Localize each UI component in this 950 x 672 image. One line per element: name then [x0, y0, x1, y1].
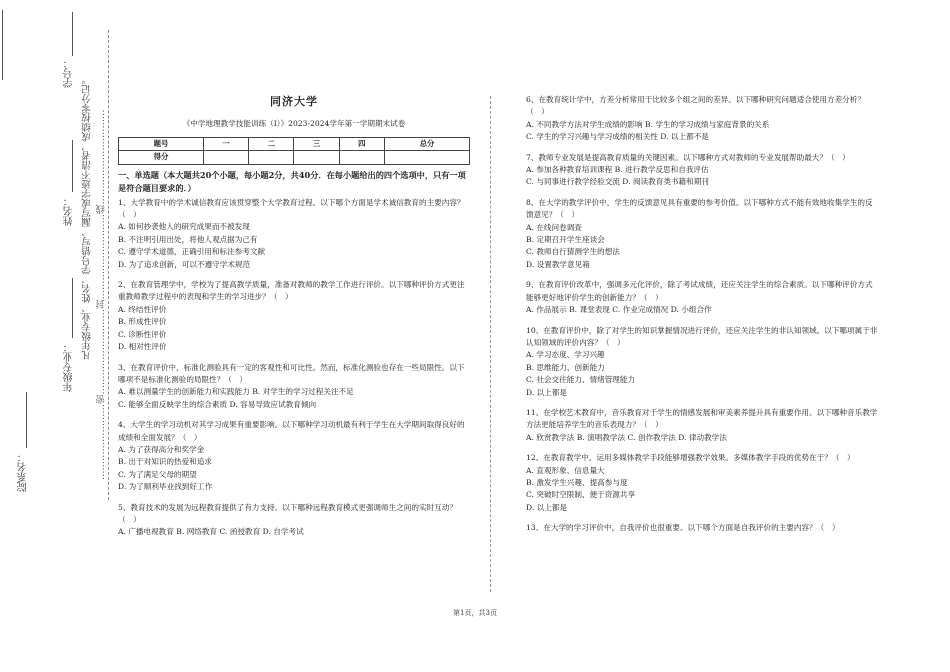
question-item	[118, 279, 470, 353]
answer-option[interactable]: D. 以上都是	[526, 502, 568, 512]
answer-option[interactable]: D. 以上都是	[526, 387, 568, 397]
answer-option[interactable]: D. 设置教学意见箱	[526, 259, 590, 269]
answer-option[interactable]: C. 学生的学习兴趣与学习成绩的相关性 D. 以上都不是	[526, 132, 709, 142]
answer-option[interactable]: A. 参加各种教育培训课程 B. 进行教学反思和自我评估	[526, 165, 709, 175]
score-table	[118, 137, 470, 165]
question-item	[118, 419, 470, 493]
answer-option[interactable]: A. 难以测量学生的创新能力和实践能力 B. 对学生的学习过程关注不足	[118, 387, 354, 397]
column-divider	[490, 96, 491, 592]
right-question-list	[526, 94, 878, 535]
answer-option[interactable]: A. 如何抄袭他人的研究成果而不被发现	[118, 222, 250, 232]
score-table-score-row	[119, 151, 470, 164]
score-header-cell: 四	[339, 137, 384, 150]
question-stem: 11、在学校艺术教育中，音乐教育对于学生的情感发展和审美素养提升具有重要作用。以下哪种音乐教学方法更能培养学生的音乐表现力？（ ）	[526, 407, 878, 430]
answer-option[interactable]: A. 直观形象、信息量大	[526, 465, 605, 475]
question-item	[118, 362, 470, 412]
answer-option[interactable]: A. 作品展示 B. 课堂表现 C. 作业完成情况 D. 小组合作	[526, 305, 712, 315]
answer-option[interactable]: C. 教师自行猜测学生的想法	[526, 247, 620, 257]
page-number: 第1页，共3页	[453, 609, 497, 617]
answer-option[interactable]: B. 不注明引用出处，将他人观点据为己有	[118, 234, 258, 244]
score-cell[interactable]	[384, 151, 469, 164]
answer-option[interactable]: B. 形成性评价	[118, 317, 167, 327]
question-item	[526, 325, 878, 399]
answer-option[interactable]: D. 相对性评价	[118, 342, 167, 352]
question-item	[118, 502, 470, 539]
question-item	[526, 152, 878, 189]
question-stem: 9、在教育评价改革中，强调多元化评价，除了考试成绩，还应关注学生的综合素质。以下哪种评价方式能够更好地评价学生的创新能力？（ ）	[526, 280, 873, 302]
question-item	[526, 197, 878, 271]
answer-option[interactable]: B. 思维能力、创新能力	[526, 362, 605, 372]
score-header-cell: 二	[249, 137, 294, 150]
answer-option[interactable]: B. 定期召开学生座谈会	[526, 235, 605, 245]
answer-option[interactable]: A. 终结性评价	[118, 304, 167, 314]
question-stem: 6、在教育统计学中，方差分析常用于比较多个组之间的差异。以下哪种研究问题适合使用方差分析？（ ）	[526, 95, 865, 117]
answer-option[interactable]: C. 为了满足父母的期望	[118, 469, 197, 479]
question-stem: 7、教师专业发展是提高教育质量的关键因素。以下哪种方式对教师的专业发展帮助最大？（ ）	[526, 152, 850, 162]
answer-option[interactable]: C. 诊断性评价	[118, 329, 167, 339]
answer-option[interactable]: A. 欣赏教学法 B. 演唱教学法 C. 创作教学法 D. 律动教学法	[526, 432, 727, 442]
question-stem: 13、在大学的学习评价中，自我评价也很重要。以下哪个方面是自我评价的主要内容？（ ）	[526, 523, 840, 533]
answer-option[interactable]: C. 突破时空限制、便于资源共享	[526, 490, 636, 500]
score-cell[interactable]	[339, 151, 384, 164]
label-student-id: 学号：	[64, 58, 75, 88]
seal-line-marks: ……………………密………………………封………………………线…………………………	[96, 109, 107, 480]
dept-write-line	[26, 392, 27, 448]
label-department: 院系名：	[18, 452, 29, 492]
question-stem: 5、教育技术的发展为远程教育提供了有力支持。以下哪种远程教育模式更强调师生之间的实时互动？（ ）	[118, 502, 457, 524]
question-stem: 4、大学生的学习动机对其学习成果有重要影响。以下哪种学习动机最有利于学生在大学期间取得良好的成绩和全面发展？（ ）	[118, 420, 465, 442]
answer-option[interactable]: A. 在线问卷调查	[526, 222, 582, 232]
answer-option[interactable]: C. 社会交往能力、情绪管理能力	[526, 375, 636, 385]
score-header-cell: 一	[204, 137, 249, 150]
question-item	[526, 522, 878, 534]
score-row-label: 得分	[119, 151, 204, 164]
section-heading: 一、单选题（本大题共20个小题，每小题2分，共40分．在每小题给出的四个选项中，只有一项是符合题目要求的．）	[118, 169, 466, 193]
question-item	[526, 452, 878, 514]
right-column	[526, 94, 878, 543]
exam-title: 《中学地理教学技能训练（Ⅰ）》2023-2024学年第一学期期末试卷	[182, 119, 406, 129]
binding-warning: 凡年级专业、姓名、学号错写、漏写或字迹不清者，成绩按零分记。	[82, 75, 93, 360]
label-name: 姓名：	[64, 196, 75, 226]
score-header-cell: 三	[294, 137, 339, 150]
score-cell[interactable]	[204, 151, 249, 164]
binding-strip	[0, 0, 110, 672]
answer-option[interactable]: B. 激发学生兴趣、提高参与度	[526, 477, 628, 487]
answer-option[interactable]: D. 为了顺利毕业找到好工作	[118, 482, 213, 492]
question-item	[118, 197, 470, 271]
binding-rule-top	[2, 10, 3, 80]
answer-option[interactable]: A. 学习态度、学习兴趣	[526, 350, 605, 360]
id-write-line	[72, 12, 73, 56]
score-header-cell: 题号	[119, 137, 204, 150]
question-stem: 3、在教育评价中，标准化测验具有一定的客观性和可比性。然而，标准化测验也存在一些局限性。以下哪项不是标准化测验的局限性？（ ）	[118, 362, 465, 384]
answer-option[interactable]: A. 广播电视教育 B. 网络教育 C. 函授教育 D. 自学考试	[118, 527, 304, 537]
answer-option[interactable]: D. 为了追求创新，可以不遵守学术规范	[118, 259, 251, 269]
question-stem: 2、在教育管理学中，学校为了提高教学质量，准备对教师的教学工作进行评价。以下哪种评价方式更注重教师教学过程中的表现和学生的学习进步？（ ）	[118, 280, 465, 302]
question-item	[526, 407, 878, 444]
binding-cut-line	[108, 30, 109, 500]
school-name: 同济大学	[270, 95, 318, 108]
answer-option[interactable]: C. 能够全面反映学生的综合素质 D. 容易导致应试教育倾向	[118, 399, 317, 409]
question-stem: 8、在大学的教学评价中，学生的反馈意见具有重要的参考价值。以下哪种方式不能有效地收集学生的反馈意见？（ ）	[526, 197, 873, 220]
question-stem: 12、在教育教学中，运用多媒体教学手段能够增强教学效果。多媒体教学手段的优势在于？（ ）	[526, 453, 855, 463]
question-stem: 1、大学教育中的学术诚信教育应该贯穿整个大学教育过程。以下哪个方面是学术诚信教育的主要内容？（ ）	[118, 197, 465, 220]
question-stem: 10、在教育评价中，除了对学生的知识掌握情况进行评价，还应关注学生的非认知领域。以下哪项属于非认知领域的评价内容？（ ）	[526, 325, 878, 347]
left-column	[118, 96, 470, 547]
left-question-list	[118, 197, 470, 539]
score-header-cell: 总分	[384, 137, 469, 150]
score-cell[interactable]	[294, 151, 339, 164]
question-item	[526, 94, 878, 144]
answer-option[interactable]: C. 遵守学术道德，正确引用和标注参考文献	[118, 247, 266, 257]
answer-option[interactable]: B. 出于对知识的热爱和追求	[118, 457, 212, 467]
label-grade-major: 年级专业：	[64, 342, 75, 392]
name-write-line	[72, 140, 73, 192]
answer-option[interactable]: A. 不同教学方法对学生成绩的影响 B. 学生的学习成绩与家庭背景的关系	[526, 119, 770, 129]
grade-write-line	[72, 278, 73, 338]
question-item	[526, 279, 878, 316]
answer-option[interactable]: A. 为了获得高分和奖学金	[118, 444, 205, 454]
score-cell[interactable]	[249, 151, 294, 164]
score-table-header-row	[119, 137, 470, 150]
answer-option[interactable]: C. 与同事进行教学经验交流 D. 阅读教育类书籍和期刊	[526, 177, 709, 187]
